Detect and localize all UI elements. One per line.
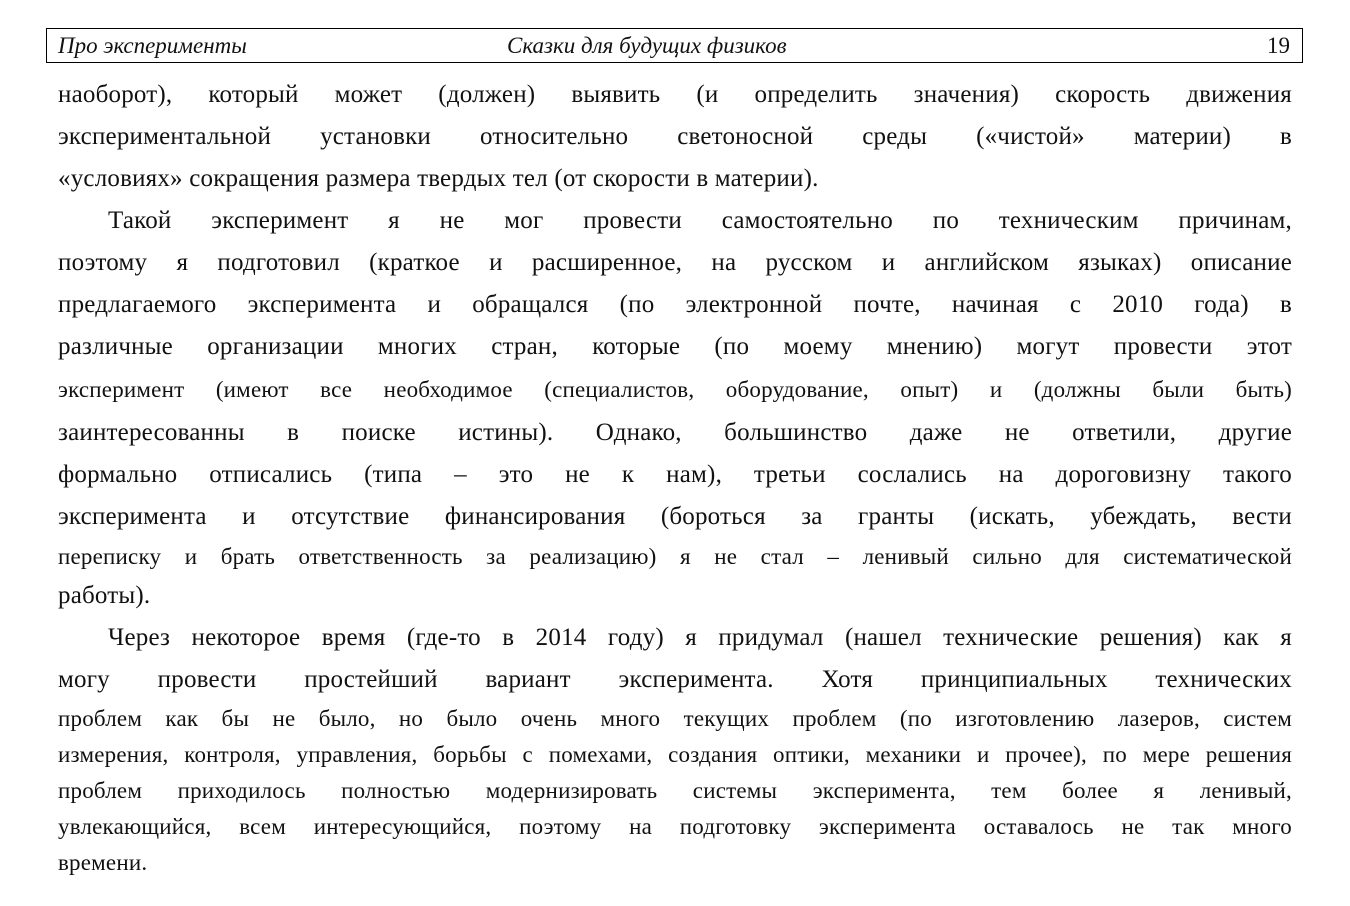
text-line: экспериментальной установки относительно светоносной среды («чистой» материи) в bbox=[58, 123, 1292, 150]
page-header bbox=[46, 28, 1303, 63]
text-line: наоборот), который может (должен) выявить (и определить значения) скорость движения bbox=[58, 81, 1292, 108]
text-line: проблем приходилось полностью модернизировать системы эксперимента, тем более я ленивый, bbox=[58, 778, 1292, 803]
text-line: «условиях» сокращения размера твердых тел (от скорости в материи). bbox=[58, 165, 819, 192]
text-line: увлекающийся, всем интересующийся, поэтому на подготовку эксперимента оставалось не так много bbox=[58, 814, 1292, 839]
text-line: поэтому я подготовил (краткое и расширенное, на русском и английском языках) описание bbox=[58, 249, 1292, 276]
body-text bbox=[58, 74, 1292, 881]
header-section-title: Про эксперименты bbox=[58, 33, 247, 58]
text-line: измерения, контроля, управления, борьбы с помехами, создания оптики, механики и прочее), по мере решения bbox=[58, 742, 1292, 767]
text-line: времени. bbox=[58, 850, 148, 875]
text-line: проблем как бы не было, но было очень много текущих проблем (по изготовлению лазеров, систем bbox=[58, 706, 1292, 731]
header-book-title: Сказки для будущих физиков bbox=[507, 33, 787, 58]
text-line: эксперимент (имеют все необходимое (специалистов, оборудование, опыт) и (должны были быть) bbox=[58, 377, 1292, 402]
text-line: Такой эксперимент я не мог провести самостоятельно по техническим причинам, bbox=[108, 207, 1292, 234]
text-line: могу провести простейший вариант эксперимента. Хотя принципиальных технических bbox=[58, 666, 1292, 693]
text-line: переписку и брать ответственность за реализацию) я не стал – ленивый сильно для систематической bbox=[58, 544, 1292, 569]
text-line: Через некоторое время (где-то в 2014 году) я придумал (нашел технические решения) как я bbox=[108, 624, 1292, 651]
text-line: формально отписались (типа – это не к нам), третьи сослались на дороговизну такого bbox=[58, 461, 1292, 488]
page-number: 19 bbox=[1267, 33, 1290, 58]
text-line: различные организации многих стран, которые (по моему мнению) могут провести этот bbox=[58, 333, 1292, 360]
text-line: эксперимента и отсутствие финансирования (бороться за гранты (искать, убеждать, вести bbox=[58, 503, 1292, 530]
text-line: заинтересованны в поиске истины). Однако, большинство даже не ответили, другие bbox=[58, 419, 1292, 446]
text-line: работы). bbox=[58, 582, 151, 609]
text-line: предлагаемого эксперимента и обращался (по электронной почте, начиная с 2010 года) в bbox=[58, 291, 1292, 318]
